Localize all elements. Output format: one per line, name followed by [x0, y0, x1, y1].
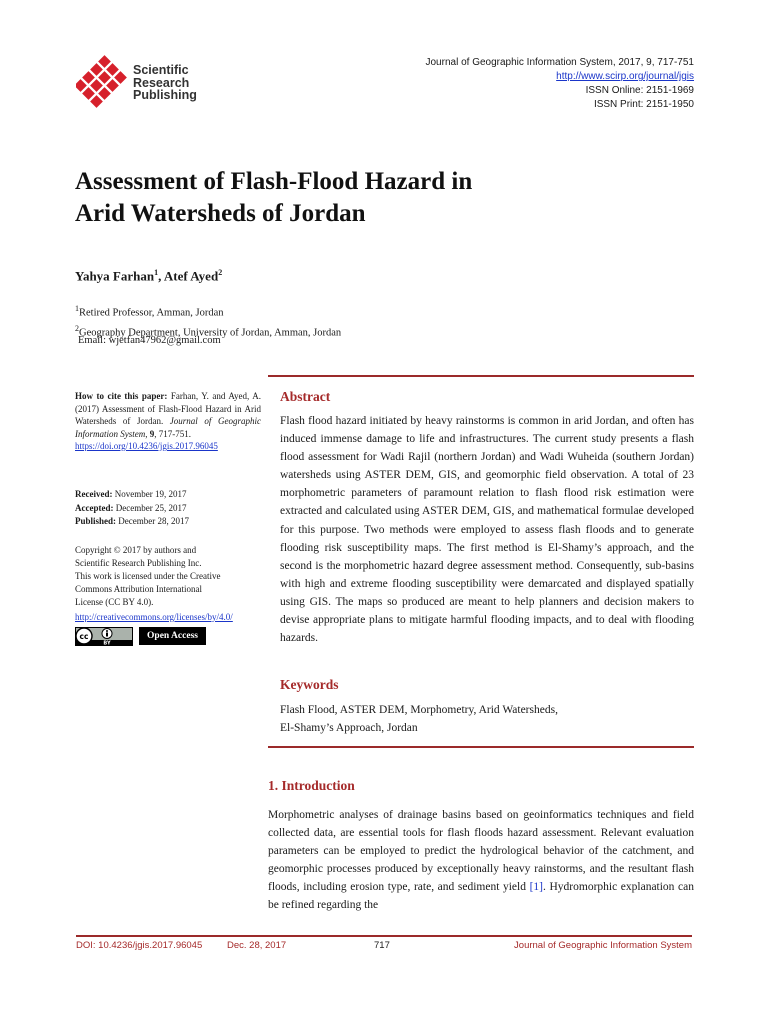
how-to-cite: [75, 390, 261, 453]
affiliation: [75, 301, 341, 321]
cite-label: How to cite this paper:: [75, 391, 168, 401]
svg-text:cc: cc: [79, 632, 89, 641]
publisher-line: Scientific: [133, 63, 189, 77]
copyright-line: Copyright © 2017 by authors and: [75, 545, 197, 555]
copyright-line: This work is licensed under the Creative: [75, 571, 221, 581]
published-value: December 28, 2017: [116, 516, 189, 526]
cite-text: Farhan, Y. and Ayed, A. (2017) Assessment of Flash-Flood Hazard in Arid Watersheds of Jordan.: [75, 391, 261, 426]
author-separator: ,: [158, 268, 164, 284]
published-date: [75, 515, 189, 529]
affiliation-mark: 1: [75, 304, 79, 313]
author-list: [75, 268, 222, 284]
accepted-value: December 25, 2017: [113, 502, 187, 513]
issn-online: ISSN Online: 2151-1969: [585, 85, 694, 96]
published-label: Published:: [75, 516, 117, 526]
keywords-line: El-Shamy’s Approach, Jordan: [280, 722, 418, 734]
introduction-text: [268, 806, 694, 915]
journal-url-link[interactable]: http://www.scirp.org/journal/jgis: [556, 71, 694, 82]
reference-link[interactable]: [1]: [529, 881, 544, 894]
publisher-name: [133, 64, 197, 102]
copyright-line: Scientific Research Publishing Inc.: [75, 558, 202, 568]
received-label: Received:: [75, 489, 113, 499]
intro-text: . Hydromorphic explanation can be refined regarding the: [268, 881, 694, 912]
journal-citation: Journal of Geographic Information System, 2017, 9, 717-751: [425, 57, 694, 68]
issn-print: ISSN Print: 2151-1950: [593, 99, 694, 110]
publisher-line: Publishing: [133, 88, 197, 102]
abstract-text: Flash flood hazard initiated by heavy rainstorms is common in arid Jordan, and often has induced immense damage to life and infrastructures. The current study presents a flash flood assessment for Wadi Rajil (northern Jordan) and Wadi Wuheida (southern Jordan) watersheds using ASTER DEM, GIS, and geomorphic field observation. A total of 23 morphometric parameters of paramount relation to flash flood risk estimation were extracted and calculated using ASTER DEM, GIS, and mathematical formulae developed for this purpose. Two methods were employed to assess flash floods and to generate flooding risk susceptibility maps. The first method is El-Shamy’s approach, and the second is the morphometric hazard degree assessment method. Consequently, sub-basins with high and extreme flooding susceptibility were demarcated and displayed spatially using GIS. The maps so produced are meant to help planners and decision makers to devise appropriate plans to mitigate harmful flooding impacts, and to deal with flooding hazards.: [280, 415, 694, 645]
publisher-logo: [76, 55, 206, 115]
accepted-label: Accepted:: [75, 502, 114, 513]
title-line: Arid Watersheds of Jordan: [75, 200, 366, 227]
author-affil-mark: 2: [218, 268, 223, 277]
cite-vol-sep: ,: [145, 428, 150, 439]
received-date: [75, 488, 189, 502]
introduction-heading: 1. Introduction: [268, 778, 355, 793]
scirp-diamond-logo-icon: [76, 55, 132, 111]
intro-text: Morphometric analyses of drainage basins based on geoinformatics techniques and field collected data, are essential tools for flash floods hazard assessment. Relevant evaluation parameters can be employed to predict the hydrological behavior of the catchment, and geomorphic processes produced by exceptionally heavy rainstorms, and the resultant flash floods, including erosion type, rate, and sediment yield: [268, 809, 694, 894]
publication-dates: [75, 488, 189, 529]
author-affil-mark: 1: [154, 268, 159, 277]
affiliation-text: Geography Department, University of Jordan, Amman, Jordan: [79, 327, 342, 338]
author-name: Yahya Farhan: [75, 268, 155, 284]
cite-journal: Journal of Geographic Information System: [75, 416, 261, 439]
section-divider: [268, 375, 694, 377]
keywords-heading: Keywords: [280, 677, 339, 692]
author-name: Atef Ayed: [163, 268, 219, 284]
abstract-heading: Abstract: [280, 389, 331, 404]
keywords-text: [280, 701, 694, 737]
cc-by-text: BY: [103, 640, 111, 646]
cite-volume: 9: [149, 428, 155, 439]
footer-divider: [76, 935, 692, 937]
page-footer: [76, 940, 692, 954]
footer-journal-name: Journal of Geographic Information System: [514, 940, 692, 951]
affiliation-text: Retired Professor, Amman, Jordan: [79, 307, 224, 319]
cc-by-license-icon[interactable]: [75, 627, 133, 646]
received-value: November 19, 2017: [112, 489, 187, 499]
keywords-line: Flash Flood, ASTER DEM, Morphometry, Arid Watersheds,: [280, 704, 558, 716]
license-link[interactable]: http://creativecommons.org/licenses/by/4.0/: [75, 612, 233, 622]
affiliation-mark: 2: [75, 323, 79, 333]
accepted-date: [75, 502, 189, 516]
copyright-notice: [75, 544, 261, 609]
footer-doi: DOI: 10.4236/jgis.2017.96045: [76, 940, 203, 951]
publisher-line: Research: [133, 75, 190, 90]
footer-date: Dec. 28, 2017: [227, 940, 287, 951]
copyright-line: Commons Attribution International: [75, 584, 202, 594]
page-number: 717: [374, 940, 390, 951]
open-access-badge: Open Access: [139, 627, 206, 645]
cite-doi-link[interactable]: https://doi.org/10.4236/jgis.2017.96045: [75, 441, 218, 451]
cite-pages: , 717-751.: [154, 428, 191, 439]
paper-title: [75, 166, 615, 230]
title-line: Assessment of Flash-Flood Hazard in: [75, 168, 473, 195]
section-divider: [268, 746, 694, 748]
copyright-line: License (CC BY 4.0).: [75, 597, 154, 607]
journal-meta: [426, 56, 695, 112]
contact-email: Email: wjetfan47962@gmail.com: [78, 335, 221, 346]
